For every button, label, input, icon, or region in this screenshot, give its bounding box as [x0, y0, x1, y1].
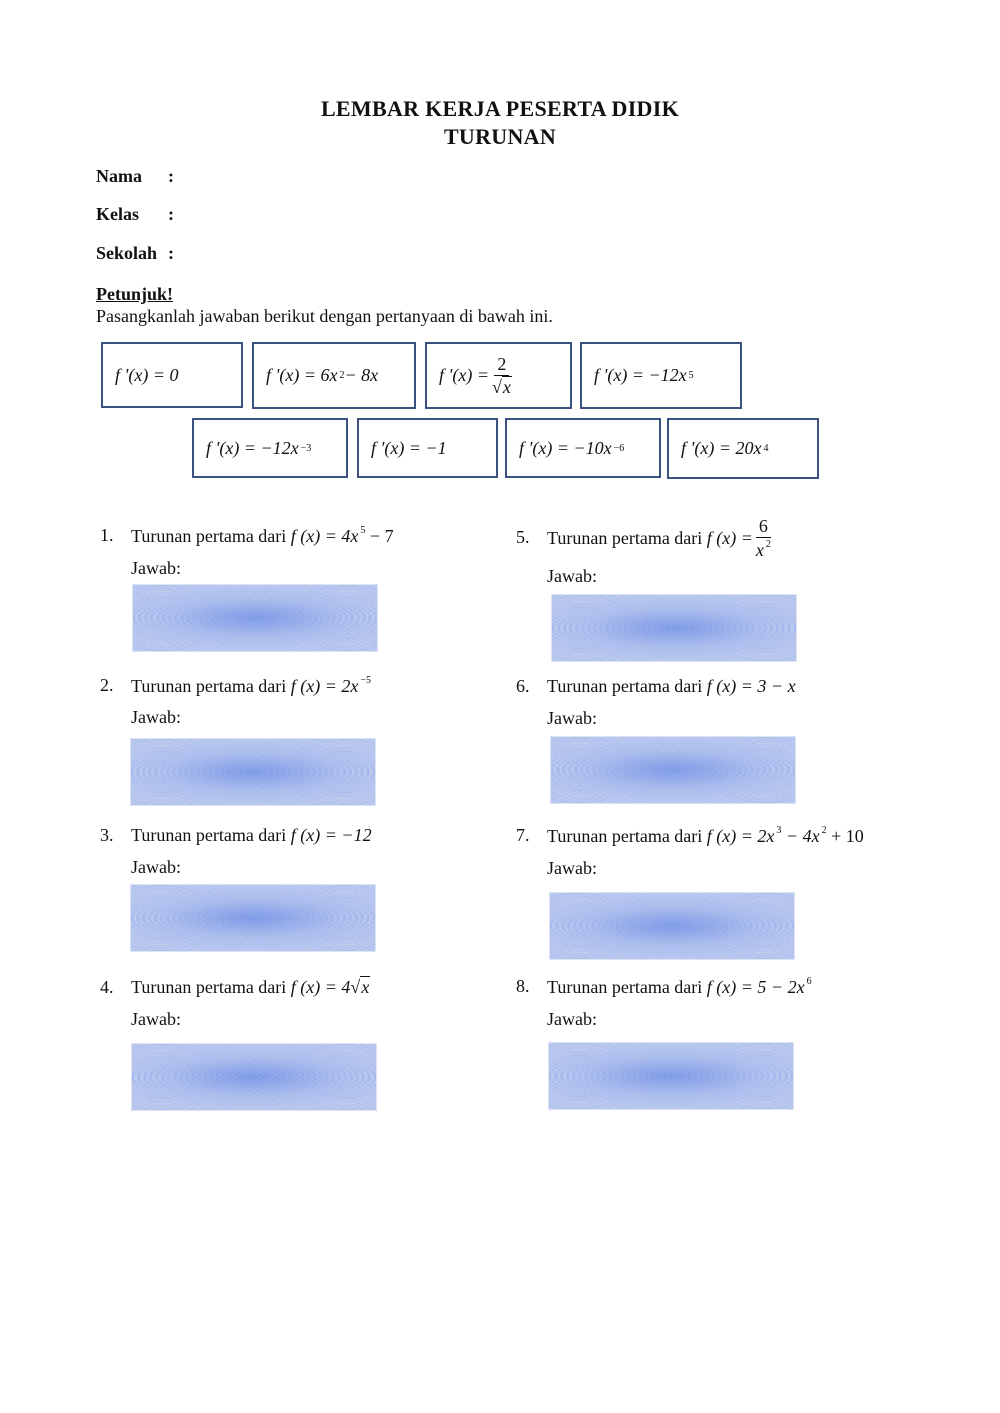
- question-4-base: f (x) = 4: [290, 977, 351, 997]
- question-7-e1: 3: [776, 825, 782, 836]
- question-6-number: 6.: [516, 676, 530, 696]
- question-8-exp: 6: [806, 976, 812, 987]
- question-5-jawab: Jawab:: [547, 566, 597, 586]
- drop-zone-5[interactable]: [551, 594, 797, 662]
- answer-4-base: f '(x) = −12x: [594, 365, 687, 385]
- answer-2-tail: − 8x: [344, 365, 379, 385]
- field-sekolah-label: Sekolah: [96, 243, 158, 263]
- question-7-jawab: Jawab:: [547, 858, 597, 878]
- question-5-base: f (x) =: [706, 527, 753, 548]
- question-5-fraction: [756, 517, 771, 559]
- question-1-tail: − 7: [365, 526, 394, 546]
- answer-3-radicand: x: [502, 377, 511, 397]
- answer-5-base: f '(x) = −12x: [206, 437, 299, 458]
- answer-7-base: f '(x) = −10x: [519, 437, 612, 458]
- question-6-prefix: Turunan pertama dari: [547, 676, 703, 696]
- drop-zone-4[interactable]: [131, 1043, 377, 1111]
- question-7-c: + 10: [826, 826, 864, 846]
- answer-card-6[interactable]: [357, 418, 498, 478]
- answer-3-numerator: 2: [494, 355, 509, 376]
- question-4-number: 4.: [100, 977, 114, 997]
- answer-2-base: f '(x) = 6x: [266, 365, 338, 385]
- question-5-prefix: Turunan pertama dari: [547, 527, 703, 548]
- field-kelas: [96, 204, 174, 225]
- page-title: LEMBAR KERJA PESERTA DIDIK: [320, 96, 680, 121]
- question-6-expr: f (x) = 3 − x: [706, 676, 796, 696]
- field-nama-label: Nama: [96, 166, 142, 186]
- field-nama-colon: :: [168, 166, 174, 186]
- question-8-base: f (x) = 5 − 2x: [706, 977, 805, 997]
- question-3-number: 3.: [100, 825, 114, 845]
- drop-zone-7[interactable]: [549, 892, 795, 960]
- answer-3-denominator: √x: [491, 377, 511, 397]
- answer-5-exp: −3: [300, 442, 312, 454]
- question-7-number: 7.: [516, 825, 530, 845]
- answer-7-exp: −6: [613, 442, 625, 454]
- question-5-denominator: x: [755, 540, 764, 560]
- question-3-prefix: Turunan pertama dari: [131, 825, 287, 845]
- question-4-jawab: Jawab:: [131, 1009, 181, 1029]
- question-5-number: 5.: [516, 527, 530, 547]
- question-5-numerator: 6: [756, 517, 771, 538]
- answer-6-expr: f '(x) = −1: [371, 437, 447, 458]
- answer-2-exp: 2: [339, 370, 345, 381]
- question-6-jawab: Jawab:: [547, 708, 597, 728]
- question-2-base: f (x) = 2x: [290, 676, 359, 696]
- question-1-prefix: Turunan pertama dari: [131, 526, 287, 546]
- answer-card-1[interactable]: [101, 342, 243, 408]
- page-subtitle: TURUNAN: [443, 124, 557, 149]
- question-4-radicand: x: [361, 977, 370, 997]
- question-7-a: f (x) = 2x: [706, 826, 775, 846]
- question-3-expr: f (x) = −12: [290, 825, 372, 845]
- question-2-jawab: Jawab:: [131, 707, 181, 727]
- question-8-jawab: Jawab:: [547, 1009, 597, 1029]
- answer-8-base: f '(x) = 20x: [681, 438, 762, 458]
- drop-zone-1[interactable]: [132, 584, 378, 652]
- question-1-base: f (x) = 4x: [290, 526, 359, 546]
- answer-card-2[interactable]: [252, 342, 416, 409]
- answer-4-exp: 5: [688, 370, 694, 381]
- question-2-exp: −5: [360, 675, 372, 686]
- question-7-b: − 4x: [781, 826, 820, 846]
- drop-zone-3[interactable]: [130, 884, 376, 952]
- question-1-number: 1.: [100, 525, 114, 545]
- answer-1-expr: f '(x) = 0: [115, 364, 179, 385]
- question-1-jawab: Jawab:: [131, 558, 181, 578]
- answer-card-7[interactable]: [505, 418, 661, 478]
- question-2-number: 2.: [100, 675, 114, 695]
- drop-zone-6[interactable]: [550, 736, 796, 804]
- question-3-jawab: Jawab:: [131, 857, 181, 877]
- field-sekolah: [96, 243, 174, 264]
- answer-3-prefix: f '(x) =: [439, 365, 489, 385]
- drop-zone-2[interactable]: [130, 738, 376, 806]
- answer-card-5[interactable]: [192, 418, 348, 478]
- answer-card-8[interactable]: [667, 418, 819, 479]
- field-sekolah-colon: :: [168, 243, 174, 263]
- question-4-prefix: Turunan pertama dari: [131, 977, 287, 997]
- question-5-den-exp: 2: [765, 539, 771, 550]
- field-kelas-label: Kelas: [96, 204, 139, 224]
- answer-3-fraction: [492, 355, 512, 396]
- question-7-prefix: Turunan pertama dari: [547, 826, 703, 846]
- field-nama: [96, 166, 174, 187]
- instructions-text: Pasangkanlah jawaban berikut dengan pertanyaan di bawah ini.: [96, 306, 553, 326]
- question-4-sqrt: √x: [350, 977, 370, 997]
- answer-card-4[interactable]: [580, 342, 742, 409]
- question-7-e2: 2: [821, 825, 827, 836]
- question-2-prefix: Turunan pertama dari: [131, 676, 287, 696]
- question-8-number: 8.: [516, 976, 530, 996]
- field-kelas-colon: :: [168, 204, 174, 224]
- answer-card-3[interactable]: [425, 342, 572, 409]
- instructions-heading: Petunjuk!: [96, 284, 174, 304]
- question-1-exp: 5: [360, 525, 366, 536]
- question-8-prefix: Turunan pertama dari: [547, 977, 703, 997]
- answer-8-exp: 4: [763, 443, 769, 454]
- drop-zone-8[interactable]: [548, 1042, 794, 1110]
